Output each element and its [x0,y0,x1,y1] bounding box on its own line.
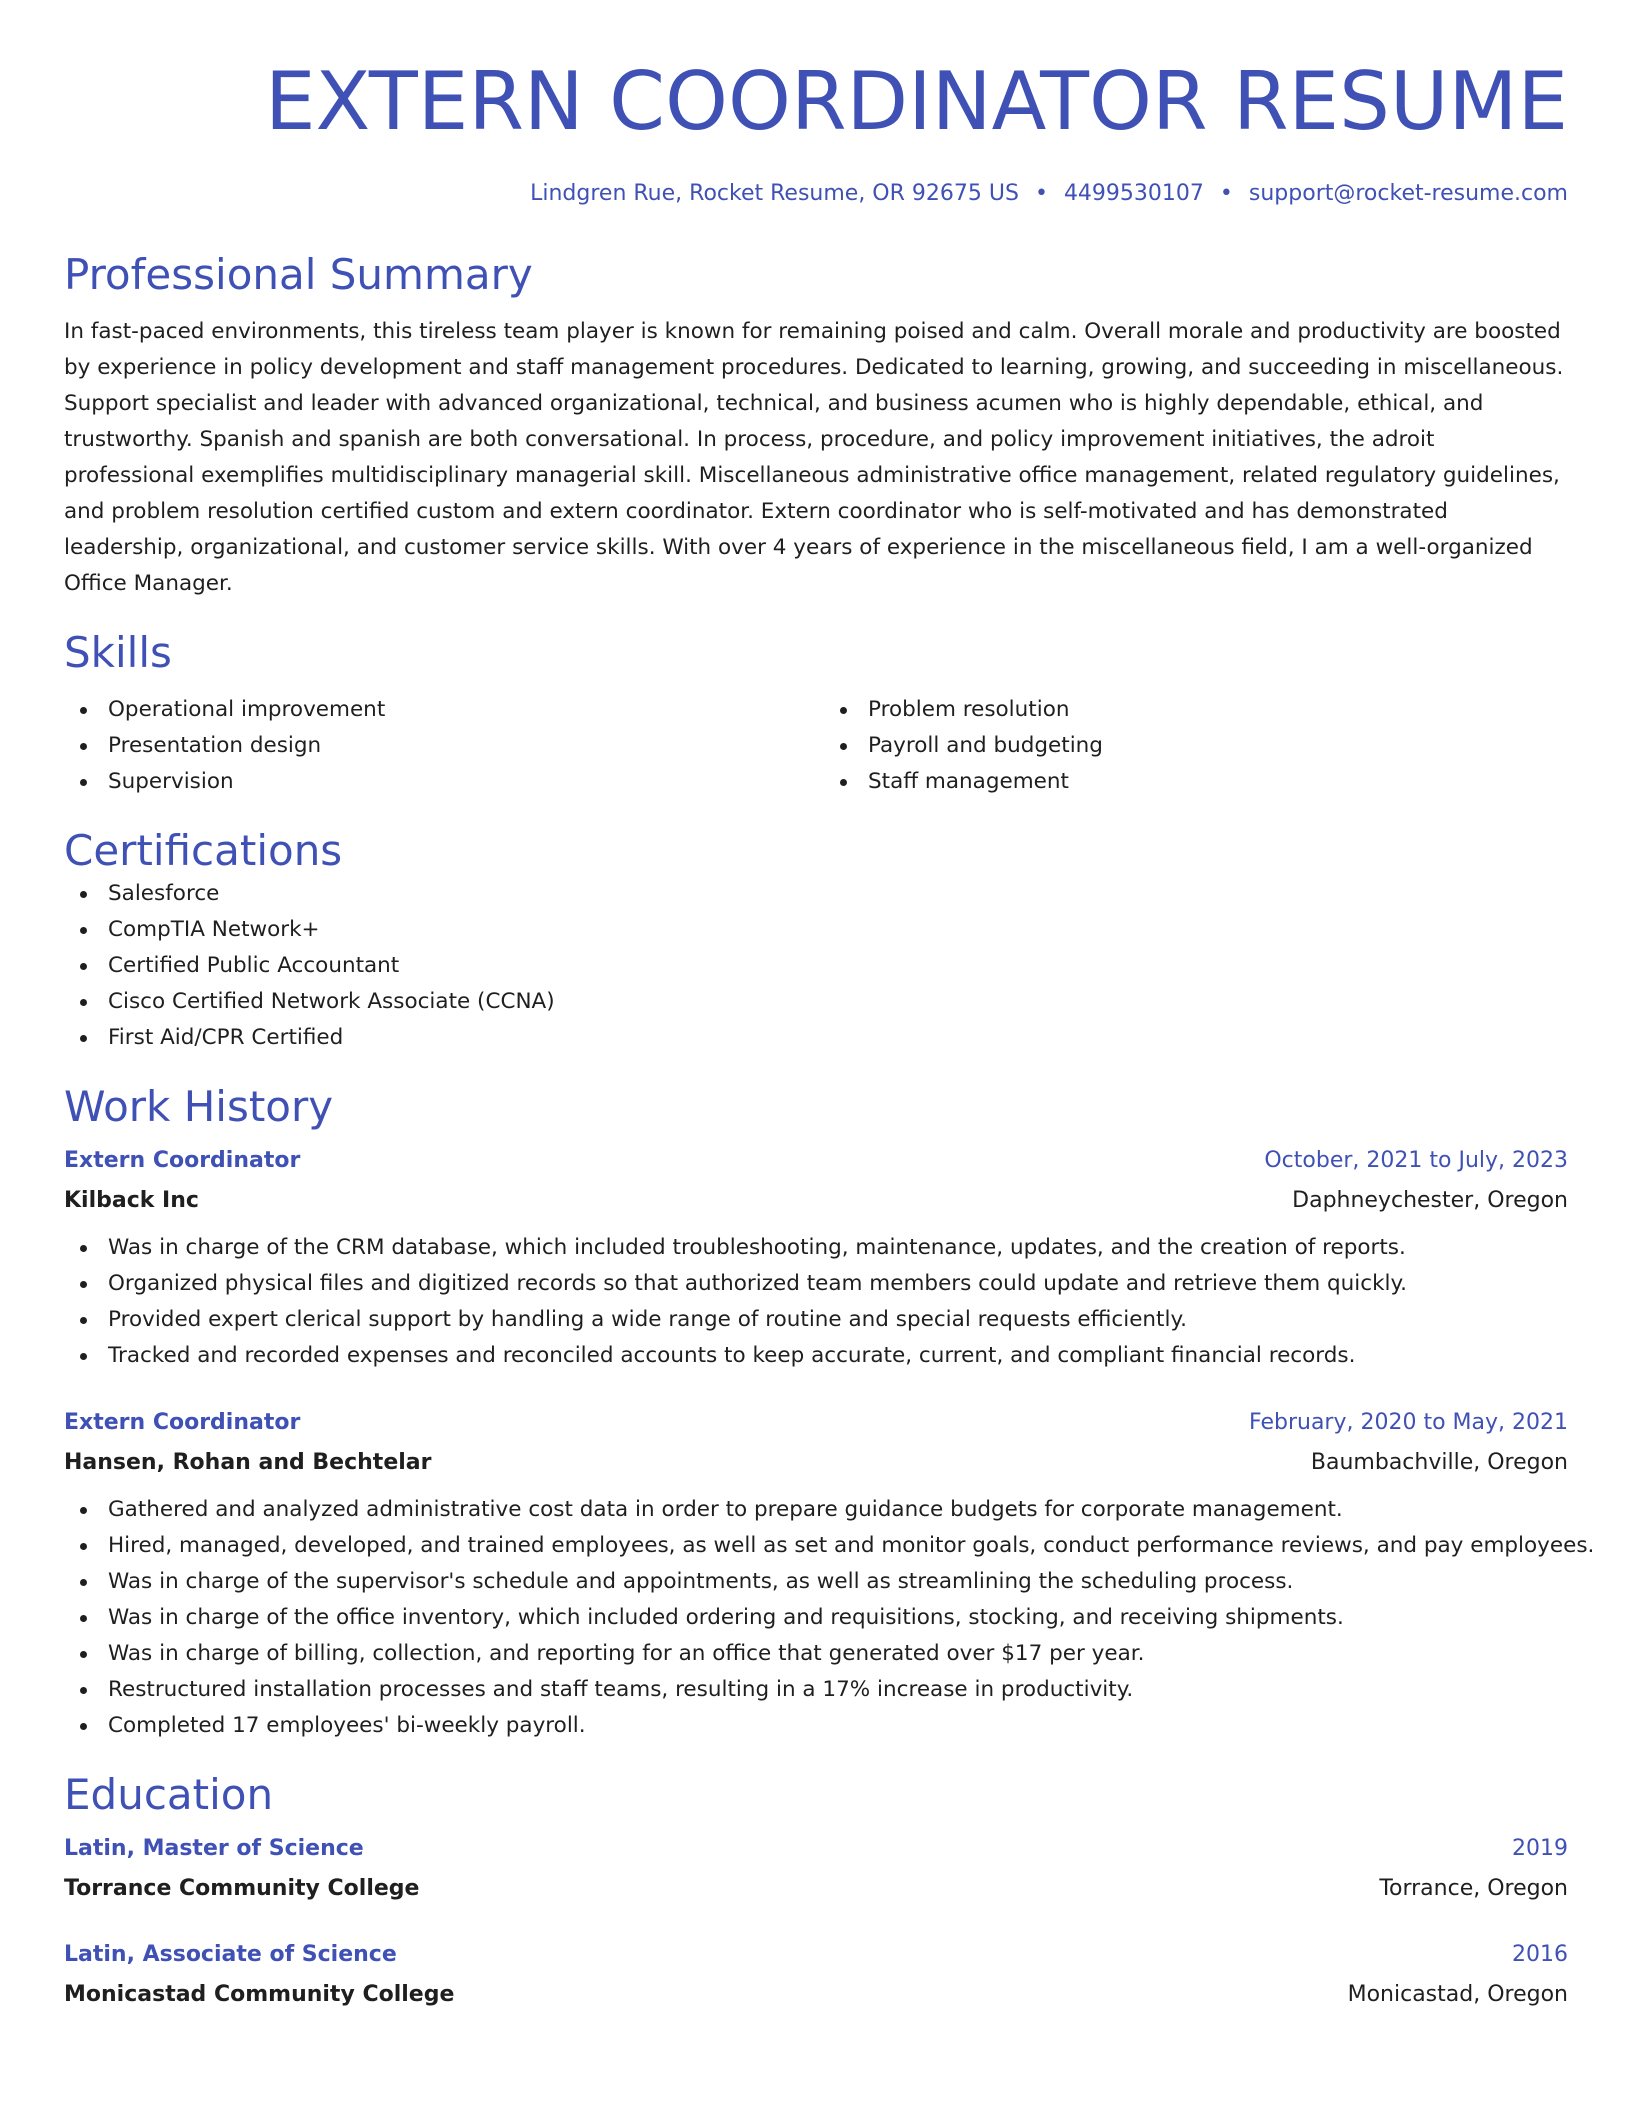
job-duty-item: Completed 17 employees' bi-weekly payroll. [64,1708,1568,1744]
contact-separator: • [1219,181,1233,206]
job-dates: October, 2021 to July, 2023 [1264,1148,1568,1173]
skill-item: Operational improvement [64,692,808,728]
job-duty-item: Provided expert clerical support by handling a wide range of routine and special requests efficiently. [64,1302,1568,1338]
job-header-row [64,1146,1568,1176]
education-degree: Latin, Associate of Science [64,1942,397,1967]
resume-title: EXTERN COORDINATOR RESUME [264,55,1568,148]
contact-phone: 4499530107 [1063,181,1204,206]
skill-item: Presentation design [64,728,808,764]
job-location: Baumbachville, Oregon [1310,1450,1568,1475]
certification-item: Certified Public Accountant [64,948,1568,984]
contact-line [64,180,1568,208]
job-role: Extern Coordinator [64,1148,301,1173]
contact-email[interactable]: support@rocket-resume.com [1248,181,1568,206]
job-company: Kilback Inc [64,1188,199,1213]
education-entry [64,1834,1568,1904]
skills-list-right [824,692,1568,800]
job-duty-item: Was in charge of the office inventory, which included ordering and requisitions, stocking, and receiving shipments. [64,1600,1568,1636]
education-school-row [64,1980,1568,2010]
certification-item: CompTIA Network+ [64,912,1568,948]
job-duty-item: Tracked and recorded expenses and reconciled accounts to keep accurate, current, and compliant financial records. [64,1338,1568,1374]
education-year: 2016 [1512,1942,1568,1967]
certification-item: Salesforce [64,876,1568,912]
certification-item: First Aid/CPR Certified [64,1020,1568,1056]
job-duty-item: Was in charge of billing, collection, and reporting for an office that generated over $17 per year. [64,1636,1568,1672]
education-school: Torrance Community College [64,1876,420,1901]
job-duty-item: Organized physical files and digitized records so that authorized team members could update and retrieve them quickly. [64,1266,1568,1302]
education-school: Monicastad Community College [64,1982,455,2007]
skill-item: Supervision [64,764,808,800]
skills-list-left [64,692,808,800]
job-duty-item: Was in charge of the CRM database, which included troubleshooting, maintenance, updates, and the creation of reports. [64,1230,1568,1266]
skill-item: Problem resolution [824,692,1568,728]
education-year: 2019 [1512,1836,1568,1861]
education-entry [64,1940,1568,2010]
skill-item: Payroll and budgeting [824,728,1568,764]
certifications-list [64,876,1568,1056]
certifications-heading: Certifications [64,826,343,875]
job-duty-item: Restructured installation processes and staff teams, resulting in a 17% increase in productivity. [64,1672,1568,1708]
job-duties-list [64,1230,1568,1374]
job-dates: February, 2020 to May, 2021 [1249,1410,1568,1435]
skills-heading: Skills [64,628,172,677]
education-header-row [64,1834,1568,1864]
skill-item: Staff management [824,764,1568,800]
summary-heading: Professional Summary [64,250,533,299]
job-entry [64,1408,1595,1744]
job-duty-item: Was in charge of the supervisor's schedule and appointments, as well as streamlining the scheduling process. [64,1564,1568,1600]
education-location: Monicastad, Oregon [1347,1982,1568,2007]
job-company: Hansen, Rohan and Bechtelar [64,1450,432,1475]
education-school-row [64,1874,1568,1904]
contact-separator: • [1034,181,1048,206]
job-company-row [64,1186,1568,1216]
job-header-row [64,1408,1568,1438]
certification-item: Cisco Certified Network Associate (CCNA) [64,984,1568,1020]
job-company-row [64,1448,1568,1478]
summary-text: In fast-paced environments, this tireless team player is known for remaining poised and calm. Overall morale and productivity are boosted by experience in policy development and staff management procedures. Dedicated to learning, growing, and succeeding in miscellaneous. Support specialist and leader with advanced organizational, technical, and business acumen who is highly dependable, ethical, and trustworthy. Spanish and spanish are both conversational. In process, procedure, and policy improvement initiatives, the adroit professional exemplifies multidisciplinary managerial skill. Miscellaneous administrative office management, related regulatory guidelines, and problem resolution certified custom and extern coordinator. Extern coordinator who is self-motivated and has demonstrated leadership, organizational, and customer service skills. With over 4 years of experience in the miscellaneous field, I am a well-organized Office Manager. [64,319,1564,596]
job-duty-item: Hired, managed, developed, and trained employees, as well as set and monitor goals, conduct performance reviews, and pay employees. [64,1528,1568,1564]
education-location: Torrance, Oregon [1379,1876,1568,1901]
skills-grid [64,692,1568,800]
job-duty-item: Gathered and analyzed administrative cost data in order to prepare guidance budgets for corporate management. [64,1492,1568,1528]
job-duties-list [64,1492,1595,1744]
education-degree: Latin, Master of Science [64,1836,364,1861]
job-role: Extern Coordinator [64,1410,301,1435]
contact-address: Lindgren Rue, Rocket Resume, OR 92675 US [530,181,1019,206]
job-entry [64,1146,1568,1374]
education-heading: Education [64,1770,274,1819]
work-history-heading: Work History [64,1082,334,1131]
job-location: Daphneychester, Oregon [1292,1188,1568,1213]
education-header-row [64,1940,1568,1970]
